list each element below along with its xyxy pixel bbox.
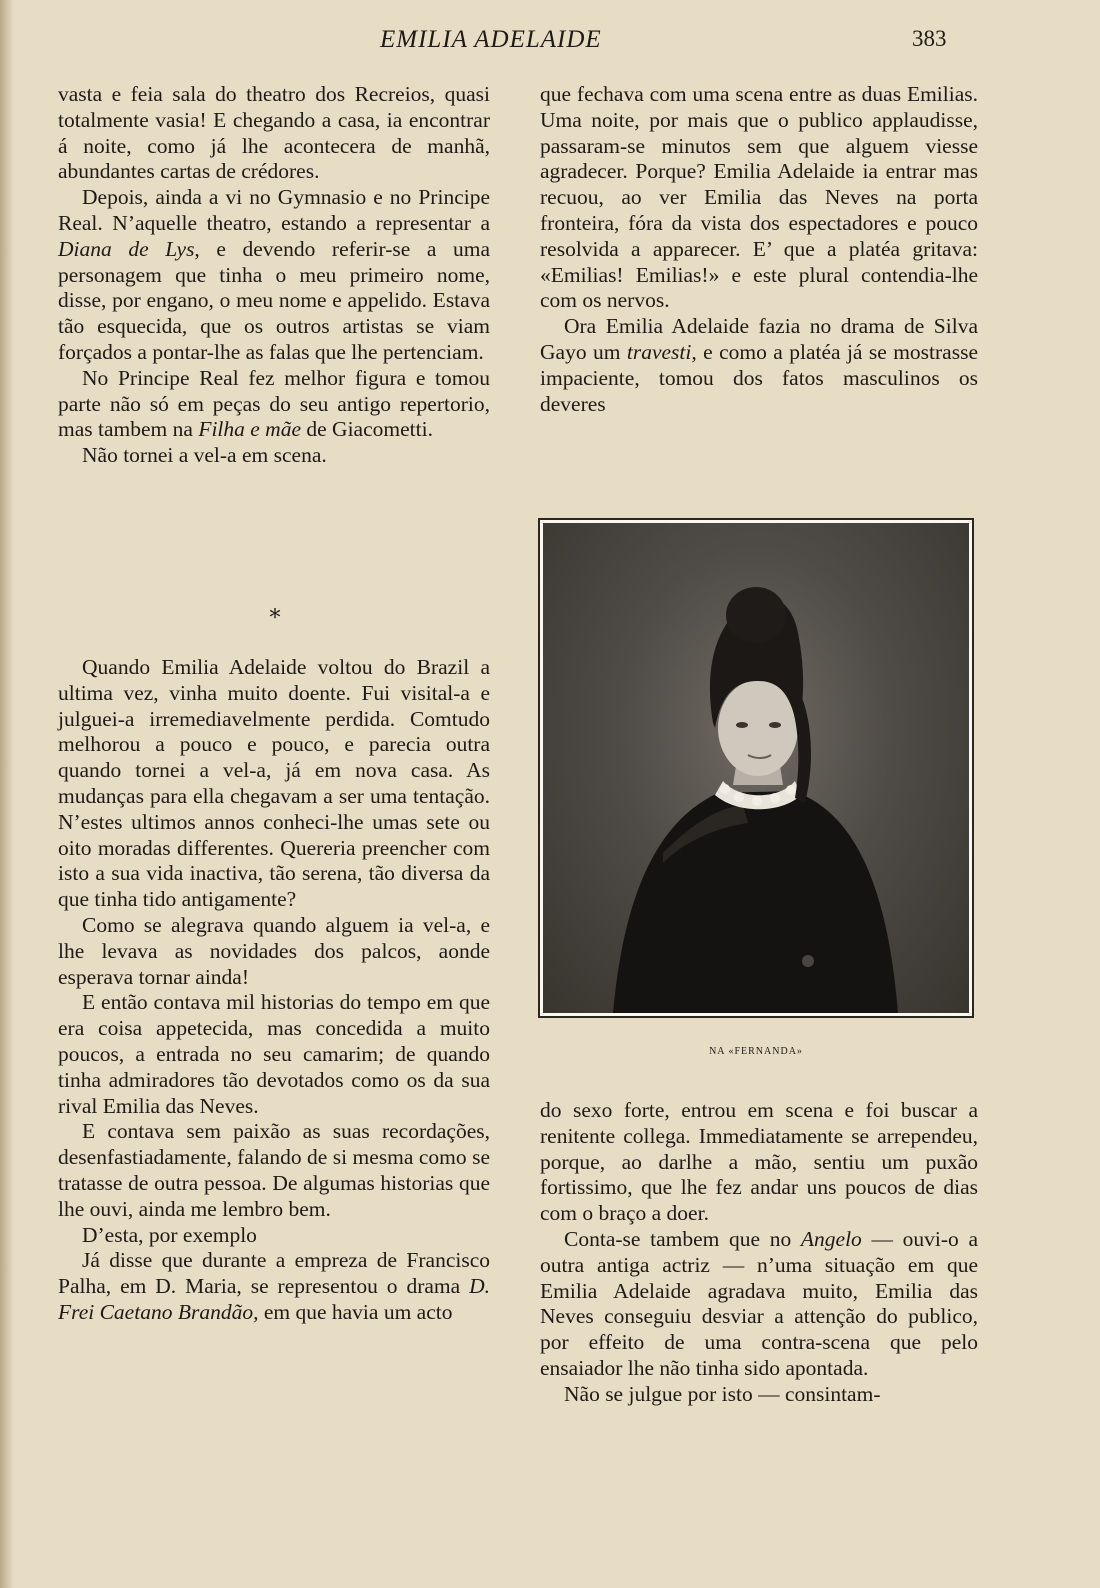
paragraph: Ora Emilia Adelaide fazia no drama de Silva Gayo um travesti, e como a platéa já se mostrasse impaciente, tomou dos fatos masculinos os deveres bbox=[540, 314, 978, 416]
right-column-top bbox=[540, 82, 978, 417]
paragraph: Já disse que durante a empreza de Francisco Palha, em D. Maria, se representou o drama D. Frei Caetano Brandão, em que havia um acto bbox=[58, 1248, 490, 1324]
play-title: D. Frei Caetano Brandão, bbox=[58, 1274, 490, 1324]
paragraph: Como se alegrava quando alguem ia vel-a, e lhe levava as novidades dos palcos, aonde esperava tornar ainda! bbox=[58, 912, 490, 989]
paragraph: do sexo forte, entrou em scena e foi buscar a renitente collega. Immediatamente se arrependeu, porque, ao darlhe a mão, sentiu um puxão fortissimo, que lhe fez andar uns poucos de dias com o braço a doer. bbox=[540, 1098, 978, 1226]
portrait-figure bbox=[543, 523, 969, 1013]
paragraph: Depois, ainda a vi no Gymnasio e no Principe Real. N’aquelle theatro, estando a representar a Diana de Lys, e devendo referir-se a uma personagem que tinha o meu primeiro nome, disse, por engano, o meu nome e appelido. Estava tão esquecida, que os outros artistas se viam forçados a pontar-lhe as falas que lhe pertenciam. bbox=[58, 185, 490, 364]
section-divider: * bbox=[269, 606, 281, 631]
page-edge-shadow bbox=[0, 0, 14, 1588]
left-column-bottom bbox=[58, 655, 490, 1326]
page-number: 383 bbox=[912, 26, 947, 51]
play-title: Filha e mãe bbox=[198, 417, 302, 442]
paragraph: E então contava mil historias do tempo em que era coisa appetecida, mas concedida a muito poucos, a entrada no seu camarim; de quando tinha admiradores tão devotados como os da sua rival Emilia das Neves. bbox=[58, 990, 490, 1118]
paragraph: D’esta, por exemplo bbox=[82, 1222, 257, 1247]
photo-caption: NA «FERNANDA» bbox=[709, 1046, 803, 1057]
paragraph: No Principe Real fez melhor figura e tomou parte não só em peças do seu antigo repertorio, mas tambem na Filha e mãe de Giacometti. bbox=[58, 365, 490, 442]
running-header bbox=[0, 26, 1100, 60]
paragraph: Não se julgue por isto — consintam- bbox=[564, 1381, 881, 1406]
paragraph: Não tornei a vel-a em scena. bbox=[82, 443, 327, 468]
paragraph: que fechava com uma scena entre as duas Emilias. Uma noite, por mais que o publico applaudisse, passaram-se minutos sem que alguem viesse agradecer. Porque? Emilia Adelaide ia entrar mas recuou, ao ver Emilia das Neves na porta fronteira, fóra da vista dos espectadores e pouco resolvida a apparecer. E’ que a platéa gritava: «Emilias! Emilias!» e este plural contendia-lhe com os nervos. bbox=[540, 82, 978, 313]
play-title: Angelo bbox=[800, 1226, 862, 1251]
running-title: EMILIA ADELAIDE bbox=[380, 26, 602, 53]
right-column-bottom bbox=[540, 1098, 978, 1408]
play-title: Diana de Lys, bbox=[58, 236, 200, 261]
term-italic: travesti, bbox=[626, 339, 697, 364]
left-column-top bbox=[58, 82, 490, 469]
paragraph: E contava sem paixão as suas recordações, desenfastiadamente, falando de si mesma como se tratasse de outra pessoa. De algumas historias que lhe ouvi, ainda me lembro bem. bbox=[58, 1119, 490, 1221]
paragraph: Quando Emilia Adelaide voltou do Brazil a ultima vez, vinha muito doente. Fui visital-a e julguei-a irremediavelmente perdida. Comtudo melhorou a pouco e pouco, e parecia outra quando tornei a vel-a, já em nova casa. As mudanças para ella chegavam a ser uma tentação. N’estes ultimos annos conheci-lhe umas sete ou oito moradas differentes. Quereria preencher com isto a sua vida inactiva, tão serena, tão diversa da que tinha tido antigamente? bbox=[58, 655, 490, 912]
paragraph: vasta e feia sala do theatro dos Recreios, quasi totalmente vasia! E chegando a casa, ia encontrar á noite, como já lhe acontecera de manhã, abundantes cartas de crédores. bbox=[58, 82, 490, 184]
portrait-photo-frame bbox=[538, 518, 974, 1018]
paragraph: Conta-se tambem que no Angelo — ouvi-o a outra antiga actriz — n’uma situação em que Emilia Adelaide agradava muito, Emilia das Neves conseguiu desviar a attenção do publico, por effeito de uma contra-scena que pelo ensaiador lhe não tinha sido apontada. bbox=[540, 1226, 978, 1380]
portrait-photograph-icon bbox=[543, 523, 969, 1013]
